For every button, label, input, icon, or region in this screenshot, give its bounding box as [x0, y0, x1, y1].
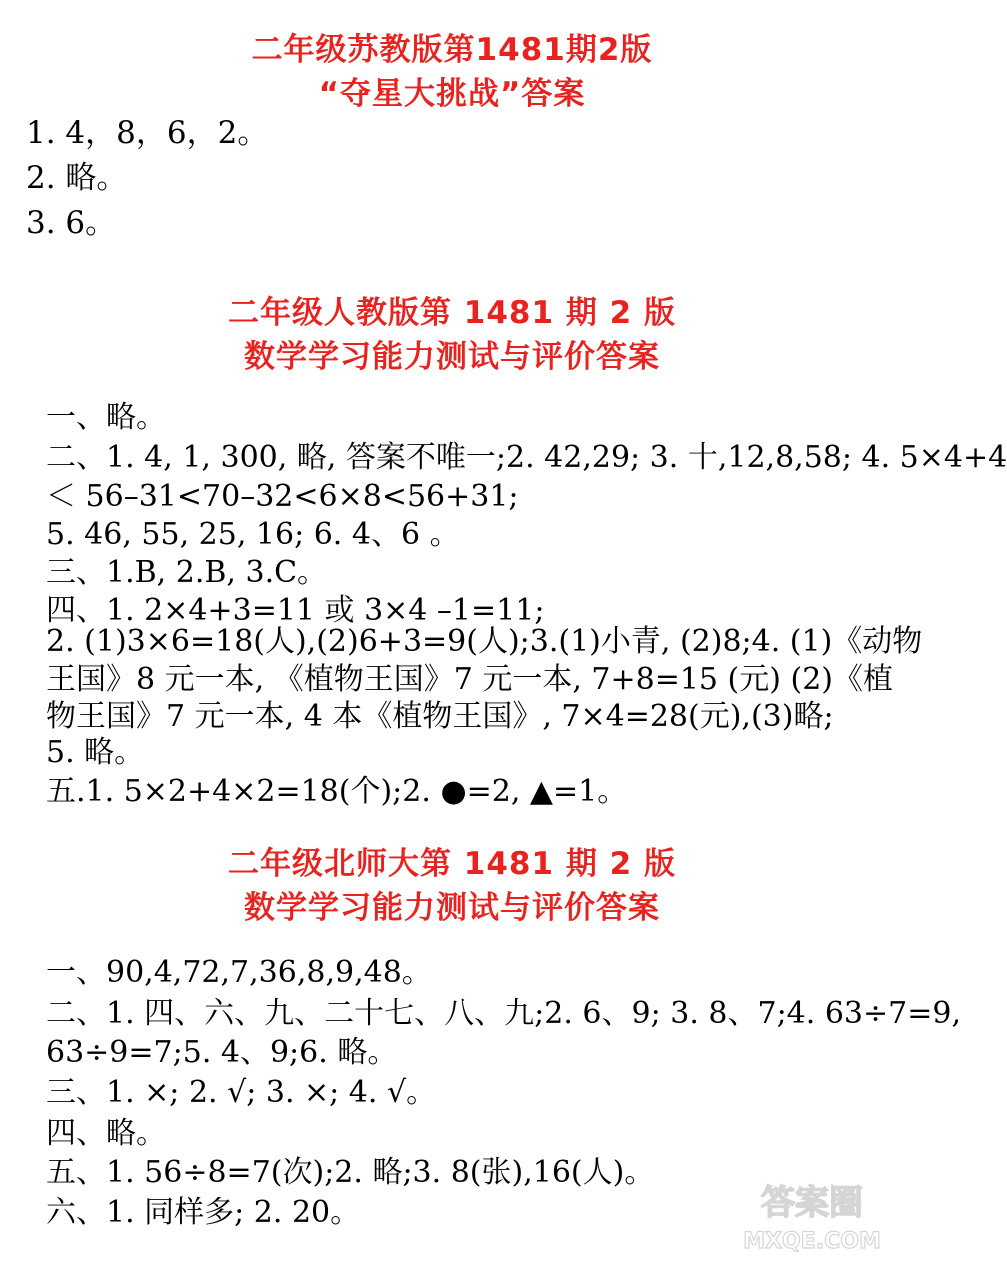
answer-line: 3. 6。	[26, 205, 117, 241]
answer-line: 1. 4，8，6，2。	[26, 115, 269, 151]
answer-line: 王国》8 元一本, 《植物王国》7 元一本, 7+8=15 (元) (2)《植	[46, 662, 893, 697]
section-3-title-line-2: 数学学习能力测试与评价答案	[244, 890, 660, 926]
answer-line: 2. 略。	[26, 160, 128, 196]
answer-line: 五.1. 5×2+4×2=18(个);2. ●=2, ▲=1。	[46, 774, 628, 809]
watermark-text-cn: 答案圈	[761, 1183, 863, 1223]
section-1-title-line-2: “夺星大挑战”答案	[318, 76, 586, 112]
section-2-title-line-2: 数学学习能力测试与评价答案	[244, 339, 660, 375]
answer-line: 三、1. ×; 2. √; 3. ×; 4. √。	[46, 1075, 437, 1110]
section-3-title-line-1: 二年级北师大第 1481 期 2 版	[227, 846, 677, 882]
answer-line: 三、1.B, 2.B, 3.C。	[46, 555, 328, 590]
answer-line: ＜ 56–31<70–32<6×8<56+31;	[46, 479, 519, 514]
answer-line: 物王国》7 元一本, 4 本《植物王国》, 7×4=28(元),(3)略;	[46, 699, 834, 734]
answer-line: 一、略。	[46, 400, 166, 435]
answer-line: 二、1. 4, 1, 300, 略, 答案不唯一;2. 42,29; 3. 十,12,8,58; 4. 5×4+4	[46, 440, 1007, 475]
watermark-text-en: MXQE.COM	[743, 1229, 881, 1254]
answer-line: 63÷9=7;5. 4、9;6. 略。	[46, 1035, 398, 1070]
answer-line: 四、1. 2×4+3=11 或 3×4 –1=11;	[46, 593, 545, 628]
answer-line: 四、略。	[46, 1116, 166, 1151]
answer-line: 二、1. 四、六、九、二十七、八、九;2. 6、9; 3. 8、7;4. 63÷7=9,	[46, 996, 961, 1031]
section-2-title-line-1: 二年级人教版第 1481 期 2 版	[227, 295, 677, 331]
answer-line: 5. 略。	[46, 735, 145, 770]
watermark-logo	[732, 1176, 892, 1256]
answer-line: 2. (1)3×6=18(人),(2)6+3=9(人);3.(1)小青, (2)8;4. (1)《动物	[46, 624, 923, 659]
answer-line: 一、90,4,72,7,36,8,9,48。	[46, 955, 432, 990]
section-1-title-line-1: 二年级苏教版第1481期2版	[251, 32, 653, 68]
answer-line: 5. 46, 55, 25, 16; 6. 4、6 。	[46, 517, 460, 552]
answer-line: 六、1. 同样多; 2. 20。	[46, 1195, 361, 1230]
answer-line: 五、1. 56÷8=7(次);2. 略;3. 8(张),16(人)。	[46, 1155, 655, 1190]
